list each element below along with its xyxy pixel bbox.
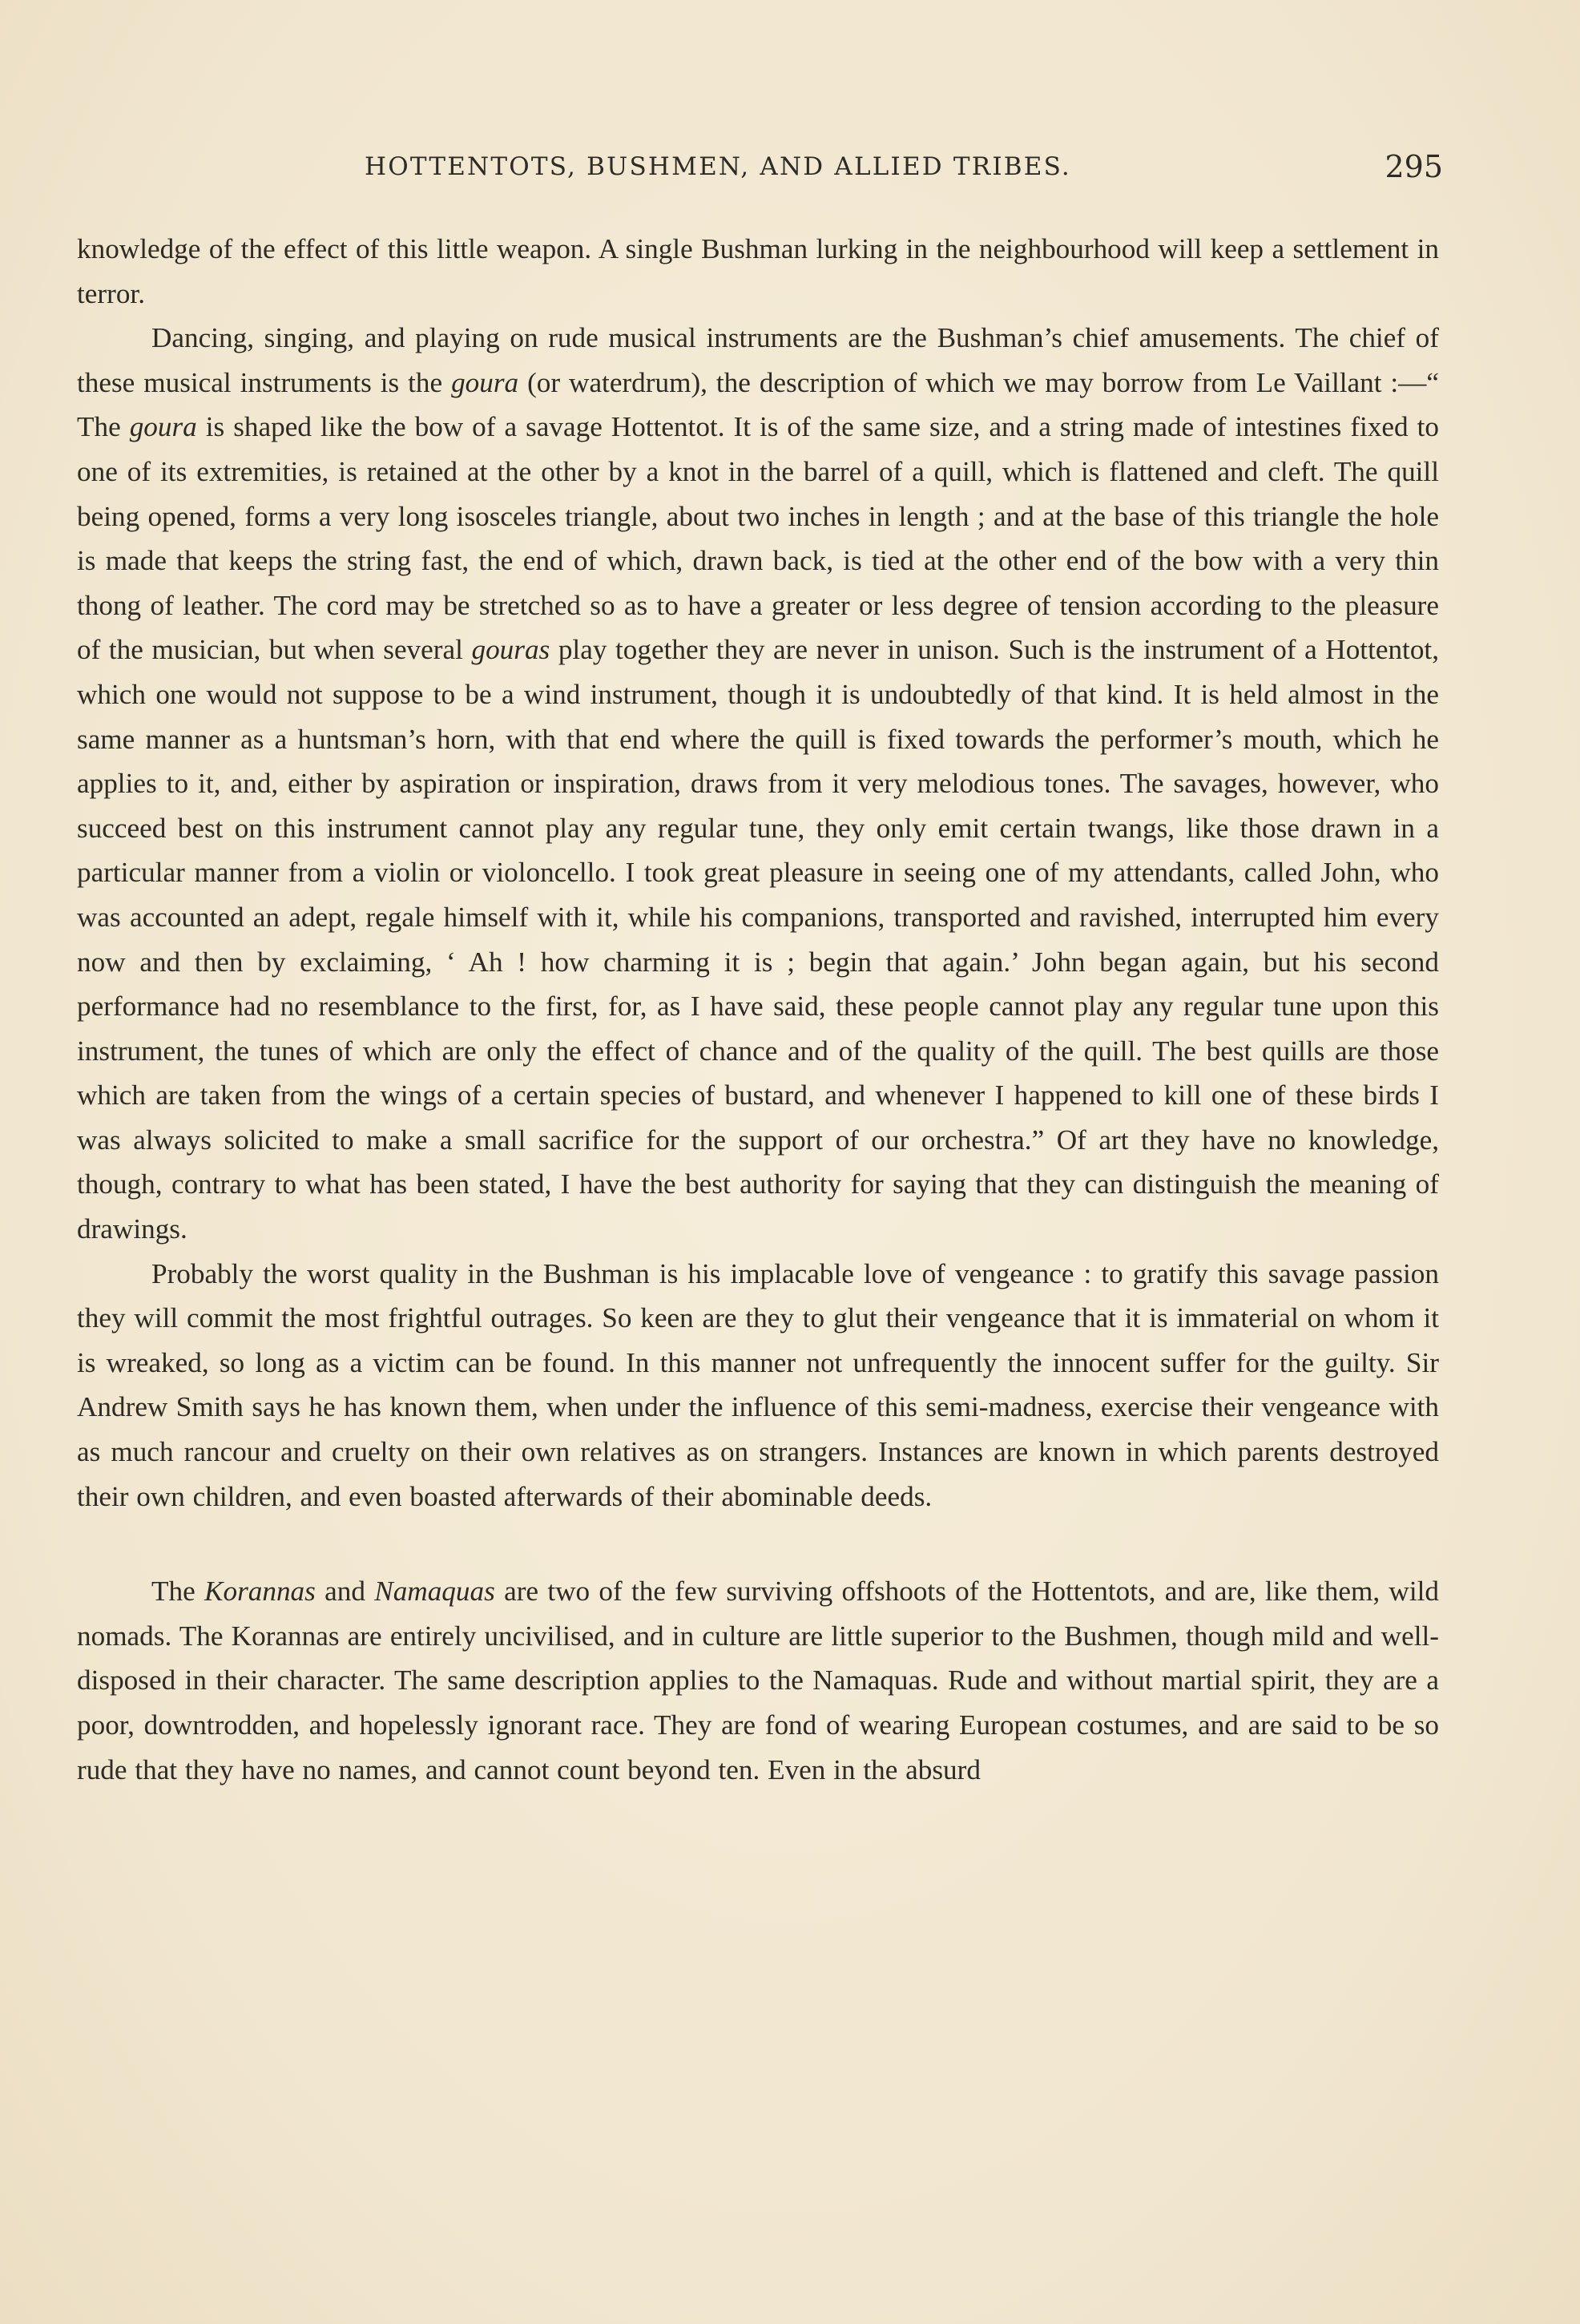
text-run: knowledge of the effect of this little weapon. A single Bushman lurking in the neighbourhood will keep a settlement in terror. xyxy=(77,233,1439,309)
paragraph xyxy=(77,1569,1439,1792)
italic-term: goura xyxy=(129,411,197,443)
italic-term: Namaquas xyxy=(374,1576,495,1608)
page-number: 295 xyxy=(1385,149,1443,184)
italic-term: Korannas xyxy=(204,1576,316,1608)
running-head xyxy=(77,149,1443,188)
text-run: play together they are never in unison. Such is the instrument of a Hottentot, which one would not suppose to be a wind instrument, though it is undoubtedly of that kind. It is held almost in the same manner as a huntsman’s horn, with that end where the quill is fixed towards the performer’s mouth, which he applies to it, and, either by aspiration or inspiration, draws from it very melodious tones. The savages, however, who succeed best on this instrument cannot play any regular tune, they only emit certain twangs, like those drawn in a particular manner from a violin or violoncello. I took great pleasure in seeing one of my attendants, called John, who was accounted an adept, regale himself with it, while his companions, transported and ravished, interrupted him every now and then by exclaiming, ‘ Ah ! how charming it is ; begin that again.’ John began again, but his second performance had no resemblance to the first, for, as I have said, these people cannot play any regular tune upon this instrument, the tunes of which are only the effect of chance and of the quality of the quill. The best quills are those which are taken from the wings of a certain species of bustard, and whenever I happened to kill one of these birds I was always solicited to make a small sacrifice for the support of our orchestra.” Of art they have no knowledge, though, contrary to what has been stated, I have the best authority for saying that they can distinguish the meaning of drawings. xyxy=(77,634,1440,1245)
text-run: is shaped like the bow of a savage Hottentot. It is of the same size, and a string made of intestines fixed to one of its extremities, is retained at the other by a knot in the barrel of a quill, which is flattened and cleft. The quill being opened, forms a very long isosceles triangle, about two inches in length ; and at the base of this triangle the hole is made that keeps the string fast, the end of which, drawn back, is tied at the other end of the bow with a very thin thong of leather. The cord may be stretched so as to have a greater or less degree of tension according to the pleasure of the musician, but when several xyxy=(77,411,1439,666)
text-run: and xyxy=(315,1576,375,1608)
running-title: HOTTENTOTS, BUSHMEN, AND ALLIED TRIBES. xyxy=(365,152,1071,181)
text-run: Dancing, singing, and playing on rude musical instruments are the Bushman’s chief amusements. The chief of these musical instruments is the xyxy=(77,322,1439,398)
text-run: Probably the worst quality in the Bushman is his implacable love of vengeance : to gratify this savage passion they will commit the most frightful outrages. So keen are they to glut their vengeance that it is immaterial on whom it is wreaked, so long as a victim can be found. In this manner not unfrequently the innocent suffer for the guilty. Sir Andrew Smith says he has known them, when under the influence of this semi-madness, exercise their vengeance with as much rancour and cruelty on their own relatives as on strangers. Instances are known in which parents destroyed their own children, and even boasted afterwards of their abominable deeds. xyxy=(77,1257,1439,1512)
paragraph xyxy=(77,316,1439,1251)
body-text xyxy=(77,227,1439,1792)
paragraph xyxy=(77,1252,1439,1519)
italic-term: gouras xyxy=(471,634,550,666)
italic-term: goura xyxy=(451,366,519,398)
text-run: (or waterdrum), the description of which we may borrow from Le Vaillant :—“ The xyxy=(77,366,1439,443)
text-run: are two of the few surviving offshoots of the Hottentots, and are, like them, wild nomads. The Korannas are entirely uncivilised, and in culture are little superior to the Bushmen, though mild and well-disposed in their character. The same description applies to the Namaquas. Rude and without martial spirit, they are a poor, downtrodden, and hopelessly ignorant race. They are fond of wearing European costumes, and are said to be so rude that they have no names, and cannot count beyond ten. Even in the absurd xyxy=(77,1576,1439,1785)
paragraph xyxy=(77,227,1439,316)
text-run: The xyxy=(151,1576,204,1608)
